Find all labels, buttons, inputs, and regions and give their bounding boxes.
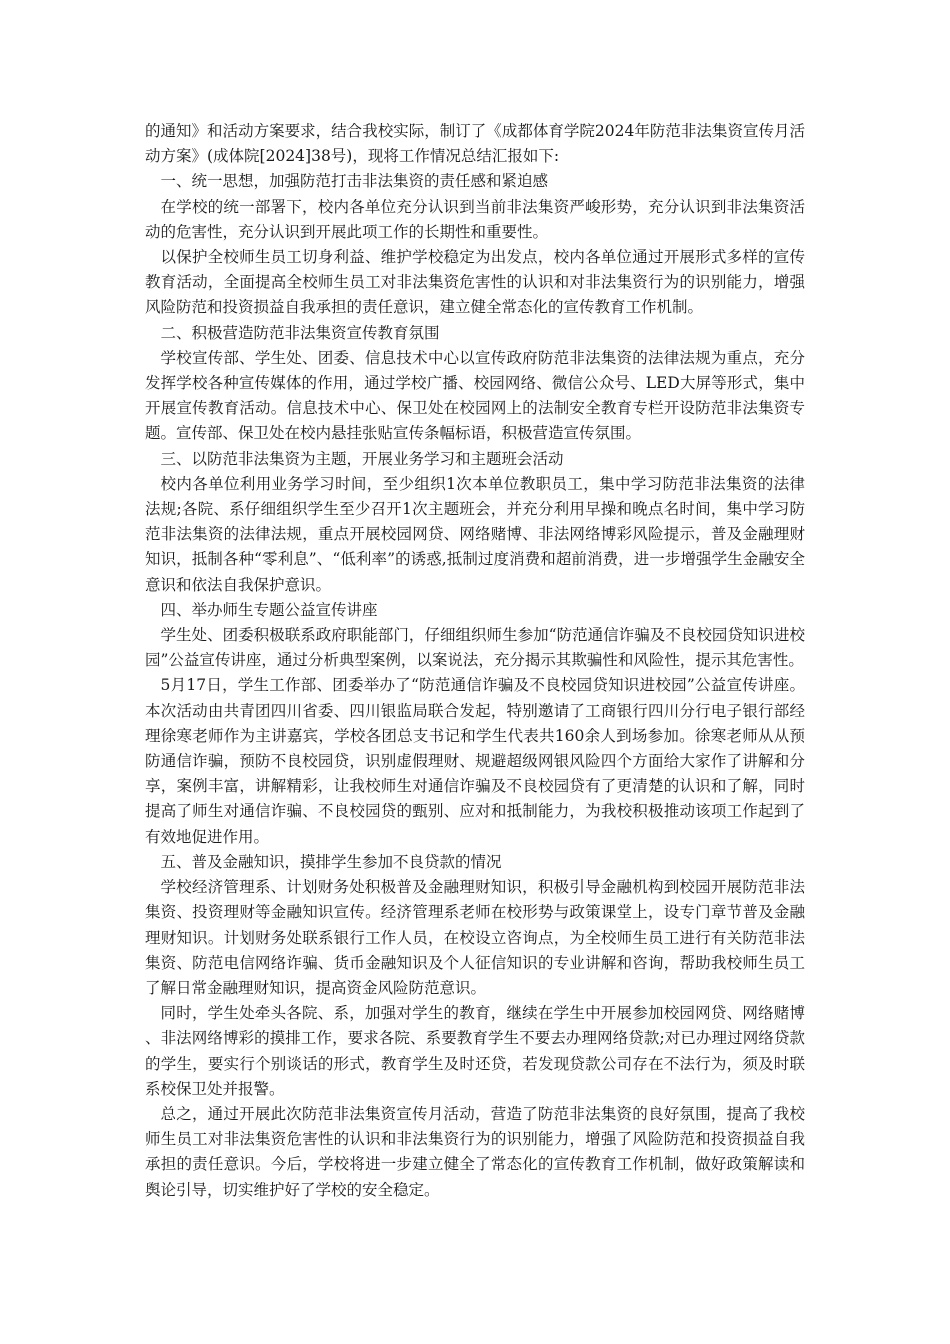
paragraph: 在学校的统一部署下，校内各单位充分认识到当前非法集资严峻形势，充分认识到非法集资活动的危害性，充分认识到开展此项工作的长期性和重要性。	[145, 197, 805, 241]
paragraph: 同时，学生处牵头各院、系，加强对学生的教育，继续在学生中开展参加校园网贷、网络赌博、非法网络博彩的摸排工作，要求各院、系要教育学生不要去办理网络贷款;对已办理过网络贷款的学生，要实行个别谈话的形式，教育学生及时还贷，若发现贷款公司存在不法行为，须及时联系校保卫处并报警。	[145, 1004, 805, 1098]
section-heading-4: 四、举办师生专题公益宣传讲座	[160, 600, 378, 619]
section-heading-1: 一、统一思想，加强防范打击非法集资的责任感和紧迫感	[160, 172, 549, 191]
document-body	[145, 119, 805, 1203]
section-heading-2: 二、积极营造防范非法集资宣传教育氛围	[160, 323, 440, 342]
paragraph: 以保护全校师生员工切身利益、维护学校稳定为出发点，校内各单位通过开展形式多样的宣传教育活动，全面提高全校师生员工对非法集资危害性的认识和对非法集资行为的识别能力，增强风险防范和投资损益自我承担的责任意识，建立健全常态化的宣传教育工作机制。	[145, 248, 805, 317]
section-heading-5: 五、普及金融知识，摸排学生参加不良贷款的情况	[160, 852, 502, 871]
section-heading-3: 三、以防范非法集资为主题，开展业务学习和主题班会活动	[160, 449, 564, 468]
paragraph: 5月17日，学生工作部、团委举办了“防范通信诈骗及不良校园贷知识进校园”公益宣传讲座。本次活动由共青团四川省委、四川银监局联合发起，特别邀请了工商银行四川分行电子银行部经理徐寒老师作为主讲嘉宾，学校各团总支书记和学生代表共160余人到场参加。徐寒老师从从预防通信诈骗，预防不良校园贷，识别虚假理财、规避超级网银风险四个方面给大家作了讲解和分享，案例丰富，讲解精彩，让我校师生对通信诈骗及不良校园贷有了更清楚的认识和了解，同时提高了师生对通信诈骗、不良校园贷的甄别、应对和抵制能力，为我校积极推动该项工作起到了有效地促进作用。	[145, 676, 805, 846]
paragraph-intro: 的通知》和活动方案要求，结合我校实际，制订了《成都体育学院2024年防范非法集资宣传月活动方案》(成体院[2024]38号)，现将工作情况总结汇报如下:	[145, 122, 805, 166]
paragraph: 校内各单位利用业务学习时间，至少组织1次本单位教职员工，集中学习防范非法集资的法律法规;各院、系仔细组织学生至少召开1次主题班会，并充分利用早操和晚点名时间，集中学习防范非法集资的法律法规，重点开展校园网贷、网络赌博、非法网络博彩风险提示，普及金融理财知识，抵制各种“零利息”、“低利率”的诱惑,抵制过度消费和超前消费，进一步增强学生金融安全意识和依法自我保护意识。	[145, 474, 805, 594]
paragraph: 学校宣传部、学生处、团委、信息技术中心以宣传政府防范非法集资的法律法规为重点，充分发挥学校各种宣传媒体的作用，通过学校广播、校园网络、微信公众号、LED大屏等形式，集中开展宣传教育活动。信息技术中心、保卫处在校园网上的法制安全教育专栏开设防范非法集资专题。宣传部、保卫处在校内悬挂张贴宣传条幅标语，积极营造宣传氛围。	[145, 348, 805, 443]
paragraph: 学生处、团委积极联系政府职能部门，仔细组织师生参加“防范通信诈骗及不良校园贷知识进校园”公益宣传讲座，通过分析典型案例，以案说法，充分揭示其欺骗性和风险性，提示其危害性。	[145, 626, 805, 670]
paragraph: 学校经济管理系、计划财务处积极普及金融理财知识，积极引导金融机构到校园开展防范非法集资、投资理财等金融知识宣传。经济管理系老师在校形势与政策课堂上，设专门章节普及金融理财知识。计划财务处联系银行工作人员，在校设立咨询点，为全校师生员工进行有关防范非法集资、防范电信网络诈骗、货币金融知识及个人征信知识的专业讲解和咨询，帮助我校师生员工了解日常金融理财知识，提高资金风险防范意识。	[145, 878, 805, 997]
paragraph-conclusion: 总之，通过开展此次防范非法集资宣传月活动，营造了防范非法集资的良好氛围，提高了我校师生员工对非法集资危害性的认识和非法集资行为的识别能力，增强了风险防范和投资损益自我承担的责任意识。今后，学校将进一步建立健全了常态化的宣传教育工作机制，做好政策解读和舆论引导，切实维护好了学校的安全稳定。	[145, 1104, 805, 1199]
